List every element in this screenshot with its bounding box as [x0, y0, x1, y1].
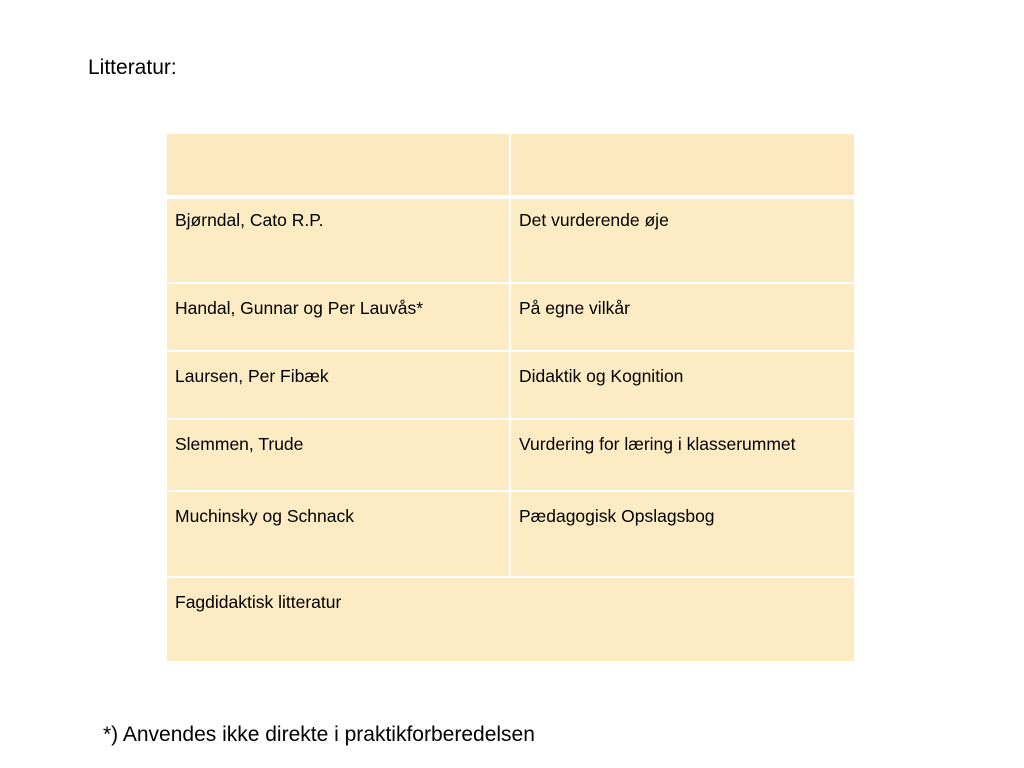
work-cell: Vurdering for læring i klasserummet: [510, 419, 855, 491]
work-cell: Didaktik og Kognition: [510, 351, 855, 419]
table-row: [166, 351, 855, 419]
table-footer-row: [166, 577, 855, 662]
work-cell: Pædagogisk Opslagsbog: [510, 491, 855, 577]
author-cell: Muchinsky og Schnack: [166, 491, 510, 577]
table-header-row: [166, 133, 855, 197]
table-row: [166, 419, 855, 491]
literature-table: [165, 132, 856, 663]
fagdidaktisk-cell: Fagdidaktisk litteratur: [166, 577, 855, 662]
work-cell: Det vurderende øje: [510, 197, 855, 283]
footnote: *) Anvendes ikke direkte i praktikforberedelsen: [103, 723, 535, 746]
table-row: [166, 283, 855, 351]
table-row: [166, 197, 855, 283]
header-cell-author: [166, 133, 510, 197]
header-cell-work: [510, 133, 855, 197]
work-cell: På egne vilkår: [510, 283, 855, 351]
author-cell: Laursen, Per Fibæk: [166, 351, 510, 419]
author-cell: Bjørndal, Cato R.P.: [166, 197, 510, 283]
author-cell: Slemmen, Trude: [166, 419, 510, 491]
slide-title: Litteratur:: [88, 56, 177, 79]
author-cell: Handal, Gunnar og Per Lauvås*: [166, 283, 510, 351]
table-row: [166, 491, 855, 577]
